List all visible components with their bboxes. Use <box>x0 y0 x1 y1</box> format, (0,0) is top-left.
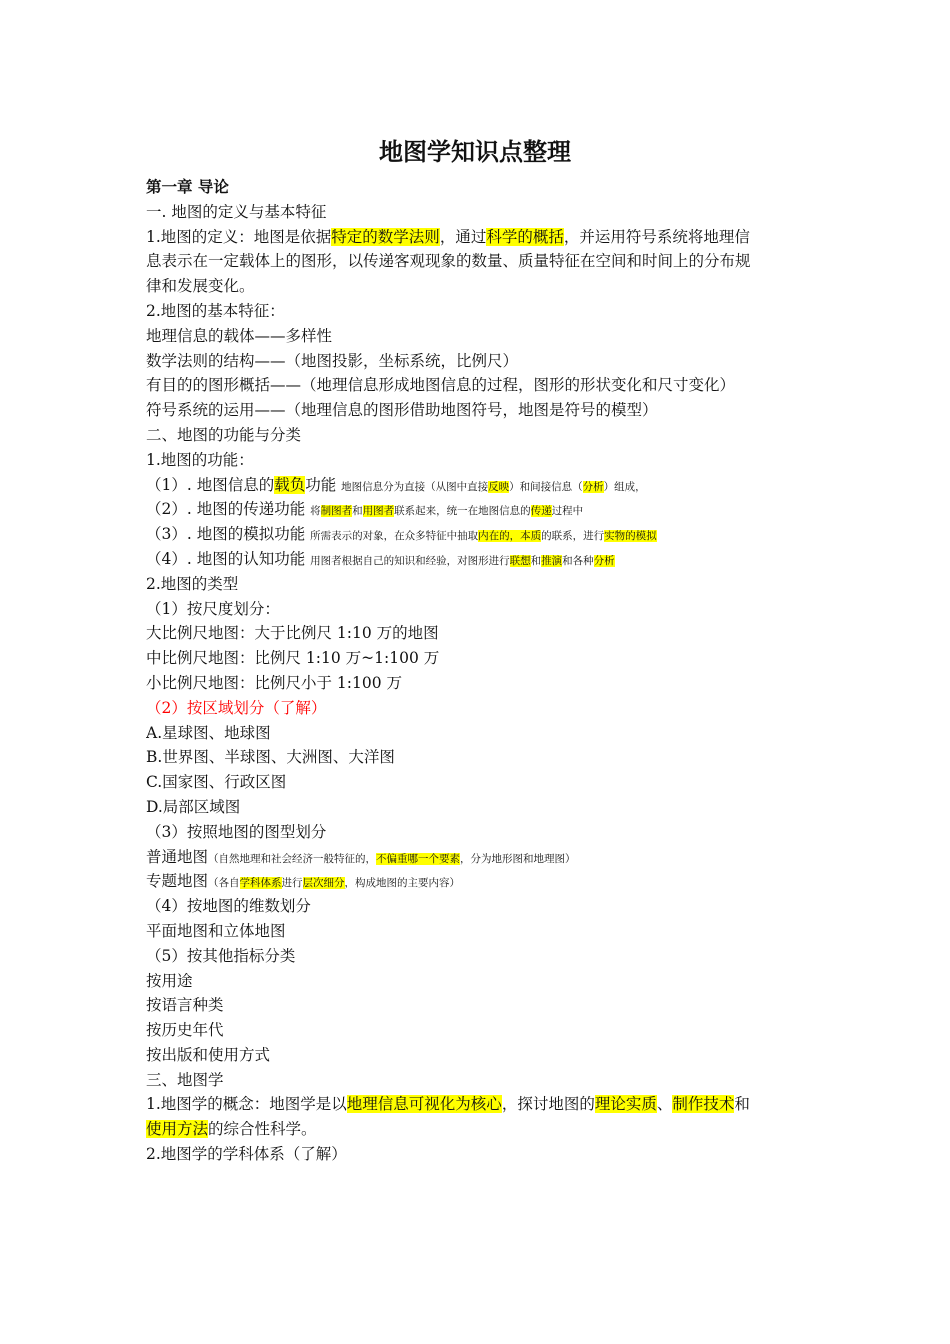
note-text: ，构成地图的主要内容） <box>344 877 461 890</box>
text-line <box>146 969 806 994</box>
text-line <box>146 1018 806 1043</box>
highlighted-text: 使用方法 <box>146 1120 209 1139</box>
highlighted-text: 反映 <box>488 480 510 493</box>
text-segment: 按历史年代 <box>146 1021 224 1040</box>
note-text: 用图者根据自己的知识和经验，对图形进行 <box>310 554 510 567</box>
text-line <box>146 795 806 820</box>
highlighted-text: 特定的数学法则 <box>331 227 440 246</box>
highlighted-text: 制作技术 <box>672 1095 735 1114</box>
highlighted-text: 用图者 <box>362 505 395 518</box>
text-line <box>146 423 806 448</box>
text-line <box>146 448 806 473</box>
text-line <box>146 497 806 522</box>
text-segment: 小比例尺地图：比例尺小于 1:100 万 <box>146 673 403 692</box>
text-segment: 有目的的图形概括——（地理信息形成地图信息的过程，图形的形状变化和尺寸变化） <box>146 376 736 395</box>
text-line <box>146 646 806 671</box>
text-line <box>146 349 806 374</box>
highlighted-text: 不偏重哪一个要素 <box>376 852 461 865</box>
text-line <box>146 894 806 919</box>
note-text: 过程中 <box>551 505 584 518</box>
text-segment: 按语言种类 <box>146 996 224 1015</box>
note-text: 将 <box>310 505 321 518</box>
note-text: 的联系，进行 <box>541 530 605 543</box>
document-body <box>146 175 806 1167</box>
text-segment: ，探讨地图的 <box>501 1095 595 1114</box>
highlighted-text: 内在的，本质 <box>478 530 542 543</box>
text-segment: 第一章 导论 <box>146 178 229 196</box>
note-text: 进行 <box>281 877 303 890</box>
text-segment: （1）按尺度划分： <box>146 599 280 618</box>
text-segment: 2.地图的基本特征： <box>146 301 285 320</box>
text-segment: 、 <box>656 1095 673 1114</box>
text-segment: 和 <box>734 1095 750 1114</box>
text-segment: 一. 地图的定义与基本特征 <box>146 202 327 221</box>
note-text: ，分为地形图和地理图） <box>460 852 576 865</box>
text-line <box>146 200 806 225</box>
highlighted-text: 传递 <box>530 505 552 518</box>
highlighted-text: 载负 <box>274 475 306 494</box>
highlighted-text: 科学的概括 <box>486 227 564 246</box>
text-line <box>146 845 806 870</box>
text-line <box>146 225 806 250</box>
text-line <box>146 1142 806 1167</box>
text-segment: 1.地图学的概念：地图学是以 <box>146 1095 347 1114</box>
text-line <box>146 621 806 646</box>
note-text: 和各种 <box>562 554 594 567</box>
text-line <box>146 944 806 969</box>
note-text: 所需表示的对象，在众多特征中抽取 <box>310 530 479 543</box>
text-line <box>146 324 806 349</box>
text-segment: 专题地图 <box>146 872 209 891</box>
note-text: （各自 <box>208 877 240 890</box>
highlighted-text: 分析 <box>593 554 615 567</box>
text-line <box>146 696 806 721</box>
text-segment: B.世界图、半球图、大洲图、大洋图 <box>146 748 395 767</box>
text-line <box>146 373 806 398</box>
text-line <box>146 572 806 597</box>
text-segment: 地理信息的载体——多样性 <box>146 326 333 345</box>
text-line <box>146 274 806 299</box>
text-segment: 功能 <box>305 475 342 494</box>
text-segment: （4）按地图的维数划分 <box>146 897 311 916</box>
text-segment: D.局部区域图 <box>146 797 241 816</box>
text-segment: 数学法则的结构——（地图投影，坐标系统，比例尺） <box>146 351 519 370</box>
text-segment: （3）. 地图的模拟功能 <box>146 525 311 544</box>
text-segment: 的综合性科学。 <box>208 1120 317 1139</box>
text-line <box>146 869 806 894</box>
text-line <box>146 919 806 944</box>
text-line <box>146 671 806 696</box>
text-segment: 按出版和使用方式 <box>146 1045 271 1064</box>
note-text: 和 <box>530 554 542 567</box>
text-line <box>146 249 806 274</box>
text-segment: 1.地图的功能： <box>146 450 254 469</box>
highlighted-text: 联想 <box>509 554 531 567</box>
highlighted-text: 理论实质 <box>594 1095 657 1114</box>
text-segment: 大比例尺地图：大于比例尺 1:10 万的地图 <box>146 624 439 643</box>
text-line <box>146 745 806 770</box>
text-line <box>146 522 806 547</box>
text-segment: 中比例尺地图：比例尺 1:10 万~1:100 万 <box>146 649 440 668</box>
text-line <box>146 1068 806 1093</box>
text-segment: A.星球图、地球图 <box>146 723 271 742</box>
text-line <box>146 299 806 324</box>
highlighted-text: 制图者 <box>320 505 353 518</box>
text-line <box>146 1117 806 1142</box>
text-segment: （1）. 地图信息的 <box>146 475 275 494</box>
text-segment: C.国家图、行政区图 <box>146 773 287 792</box>
document-title: 地图学知识点整理 <box>379 138 571 166</box>
text-segment: （5）按其他指标分类 <box>146 946 296 965</box>
highlighted-text: 推演 <box>541 554 563 567</box>
text-segment: 1.地图的定义：地图是依据 <box>146 227 332 246</box>
text-segment: 符号系统的运用——（地理信息的图形借助地图符号，地图是符号的模型） <box>146 401 658 420</box>
note-text: 和 <box>352 505 363 518</box>
text-segment: （2）按区域划分（了解） <box>146 698 327 717</box>
text-segment: 普通地图 <box>146 847 209 866</box>
note-text: （自然地理和社会经济一般特征的， <box>208 852 377 865</box>
text-segment: 2.地图学的学科体系（了解） <box>146 1145 347 1164</box>
text-line <box>146 597 806 622</box>
note-text: ）组成， <box>603 480 646 493</box>
text-segment: ，并运用符号系统将地理信 <box>563 227 750 246</box>
text-segment: 按用途 <box>146 971 193 990</box>
note-text: 地图信息分为直接（从图中直接 <box>341 480 489 493</box>
highlighted-text: 分析 <box>582 480 604 493</box>
note-text: 联系起来，统一在地图信息的 <box>394 505 531 518</box>
text-segment: 平面地图和立体地图 <box>146 921 286 940</box>
text-segment: ，通过 <box>439 227 487 246</box>
text-segment: 三、地图学 <box>146 1070 224 1089</box>
highlighted-text: 层次细分 <box>302 877 345 890</box>
text-line <box>146 547 806 572</box>
text-segment: 二、地图的功能与分类 <box>146 425 302 444</box>
text-line <box>146 473 806 498</box>
highlighted-text: 实物的模拟 <box>604 530 657 543</box>
text-line <box>146 1092 806 1117</box>
text-line <box>146 770 806 795</box>
note-text: ）和间接信息（ <box>509 480 583 493</box>
text-segment: 律和发展变化。 <box>146 277 255 296</box>
highlighted-text: 学科体系 <box>239 877 282 890</box>
chapter-heading <box>146 175 806 200</box>
text-line <box>146 1043 806 1068</box>
text-segment: 息表示在一定载体上的图形，以传递客观现象的数量、质量特征在空间和时间上的分布规 <box>146 252 751 271</box>
text-segment: （4）. 地图的认知功能 <box>146 549 311 568</box>
text-line <box>146 993 806 1018</box>
text-segment: （3）按照地图的图型划分 <box>146 822 327 841</box>
highlighted-text: 地理信息可视化为核心 <box>346 1095 502 1114</box>
text-line <box>146 398 806 423</box>
text-segment: 2.地图的类型 <box>146 574 239 593</box>
text-segment: （2）. 地图的传递功能 <box>146 500 311 519</box>
text-line <box>146 820 806 845</box>
text-line <box>146 721 806 746</box>
